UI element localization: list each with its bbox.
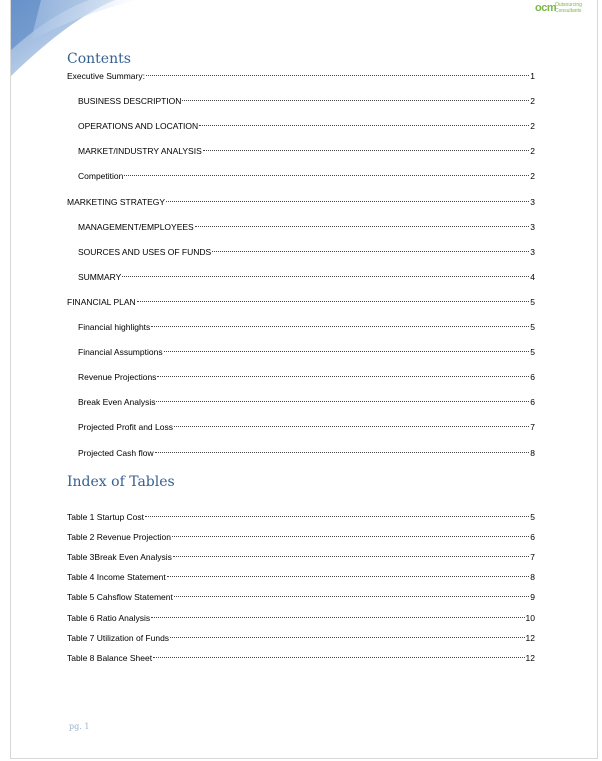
toc-entry-label: Financial highlights (78, 322, 151, 332)
toc-entry-label: FINANCIAL PLAN (67, 296, 136, 307)
dot-leader (137, 301, 530, 302)
toc-entry[interactable] (78, 371, 535, 383)
toc-entry-label: Table 3Break Even Analysis (67, 552, 172, 563)
toc-entry-label: Table 5 Cahsflow Statement (67, 592, 173, 603)
page-number-footer: pg. 1 (69, 722, 90, 731)
toc-entry[interactable] (67, 511, 535, 523)
toc-entry-page-number: 5 (530, 512, 535, 522)
toc-entry-page-number: 2 (530, 96, 535, 107)
toc-entry-label: Competition (78, 171, 124, 182)
logo-text: Outsourcing Consultants (555, 2, 582, 14)
dot-leader (199, 125, 529, 126)
dot-leader (170, 637, 524, 638)
toc-entry[interactable] (67, 571, 535, 583)
toc-entry-page-number: 10 (525, 612, 535, 623)
toc-entry[interactable] (78, 221, 535, 233)
toc-entry-page-number: 6 (530, 532, 535, 543)
toc-entry-label: Table 2 Revenue Projection (67, 532, 171, 543)
dot-leader (151, 326, 529, 327)
toc-entry[interactable] (78, 170, 535, 182)
dot-leader (155, 452, 530, 453)
toc-entry[interactable] (67, 591, 535, 603)
logo-mark: ocm (535, 2, 557, 14)
dot-leader (122, 276, 529, 277)
toc-entry-page-number: 8 (530, 447, 535, 458)
dot-leader (182, 100, 529, 101)
toc-entry[interactable] (78, 120, 535, 132)
contents-heading: Contents (67, 51, 131, 67)
toc-entry-label: Table 8 Balance Sheet (67, 652, 153, 663)
toc-entry[interactable] (78, 246, 535, 258)
document-page (10, 0, 598, 759)
dot-leader (203, 150, 530, 151)
toc-entry-label: MARKETING STRATEGY (67, 196, 166, 207)
dot-leader (166, 201, 529, 202)
toc-entry-label: OPERATIONS AND LOCATION (78, 121, 199, 132)
corner-decoration-graphic (11, 0, 141, 80)
company-logo (535, 0, 591, 22)
toc-entry-label: Revenue Projections (78, 372, 157, 383)
toc-entry[interactable] (67, 296, 535, 308)
dot-leader (164, 351, 530, 352)
toc-entry[interactable] (78, 145, 535, 157)
toc-entry-label: SUMMARY (78, 271, 122, 282)
dot-leader (156, 401, 529, 402)
toc-entry-label: Financial Assumptions (78, 347, 163, 358)
toc-entry-page-number: 9 (530, 592, 535, 603)
toc-entry-label: Executive Summary: (67, 71, 145, 81)
dot-leader (146, 75, 529, 76)
toc-entry-label: MANAGEMENT/EMPLOYEES (78, 221, 194, 232)
toc-entry-label: BUSINESS DESCRIPTION (78, 96, 182, 107)
toc-entry-page-number: 3 (530, 196, 535, 207)
toc-entry-page-number: 6 (530, 397, 535, 408)
toc-entry[interactable] (67, 612, 535, 624)
dot-leader (195, 226, 530, 227)
toc-entry[interactable] (67, 196, 535, 208)
toc-entry-page-number: 7 (530, 422, 535, 433)
toc-entry-page-number: 6 (530, 372, 535, 383)
toc-entry[interactable] (78, 271, 535, 283)
toc-entry[interactable] (78, 421, 535, 433)
toc-entry-page-number: 5 (530, 347, 535, 358)
toc-entry[interactable] (78, 396, 535, 408)
dot-leader (172, 536, 529, 537)
toc-entry[interactable] (67, 632, 535, 644)
toc-entry[interactable] (67, 531, 535, 543)
toc-entry-page-number: 4 (530, 271, 535, 282)
toc-entry-label: Table 4 Income Statement (67, 572, 166, 583)
dot-leader (124, 175, 529, 176)
dot-leader (151, 617, 524, 618)
toc-entry[interactable] (67, 70, 535, 82)
dot-leader (174, 426, 529, 427)
dot-leader (174, 596, 529, 597)
index-of-tables-heading: Index of Tables (67, 474, 175, 490)
toc-entry-page-number: 1 (530, 71, 535, 81)
toc-entry-label: Projected Cash flow (78, 447, 154, 458)
toc-entry-label: Table 6 Ratio Analysis (67, 612, 151, 623)
toc-entry-label: Projected Profit and Loss (78, 422, 173, 433)
toc-entry-page-number: 5 (530, 296, 535, 307)
dot-leader (167, 576, 530, 577)
toc-entry-page-number: 12 (525, 652, 535, 663)
toc-entry-page-number: 2 (530, 146, 535, 157)
dot-leader (153, 657, 524, 658)
toc-entry-page-number: 12 (525, 632, 535, 643)
dot-leader (173, 556, 529, 557)
toc-entry-label: Break Even Analysis (78, 397, 156, 408)
toc-entry-page-number: 7 (530, 552, 535, 563)
toc-entry[interactable] (67, 551, 535, 563)
toc-entry[interactable] (78, 346, 535, 358)
toc-entry-page-number: 3 (530, 221, 535, 232)
dot-leader (145, 516, 529, 517)
toc-entry[interactable] (78, 321, 535, 333)
toc-entry[interactable] (78, 95, 535, 107)
toc-entry[interactable] (78, 447, 535, 459)
toc-entry-page-number: 3 (530, 246, 535, 257)
toc-entry-label: Table 1 Startup Cost (67, 512, 145, 522)
dot-leader (212, 251, 529, 252)
toc-entry-label: MARKET/INDUSTRY ANALYSIS (78, 146, 202, 157)
toc-entry[interactable] (67, 652, 535, 664)
toc-entry-label: SOURCES AND USES OF FUNDS (78, 246, 212, 257)
dot-leader (157, 376, 529, 377)
toc-entry-page-number: 8 (530, 572, 535, 583)
toc-entry-label: Table 7 Utilization of Funds (67, 632, 170, 643)
toc-entry-page-number: 2 (530, 121, 535, 132)
toc-entry-page-number: 2 (530, 171, 535, 182)
toc-entry-page-number: 5 (530, 322, 535, 332)
